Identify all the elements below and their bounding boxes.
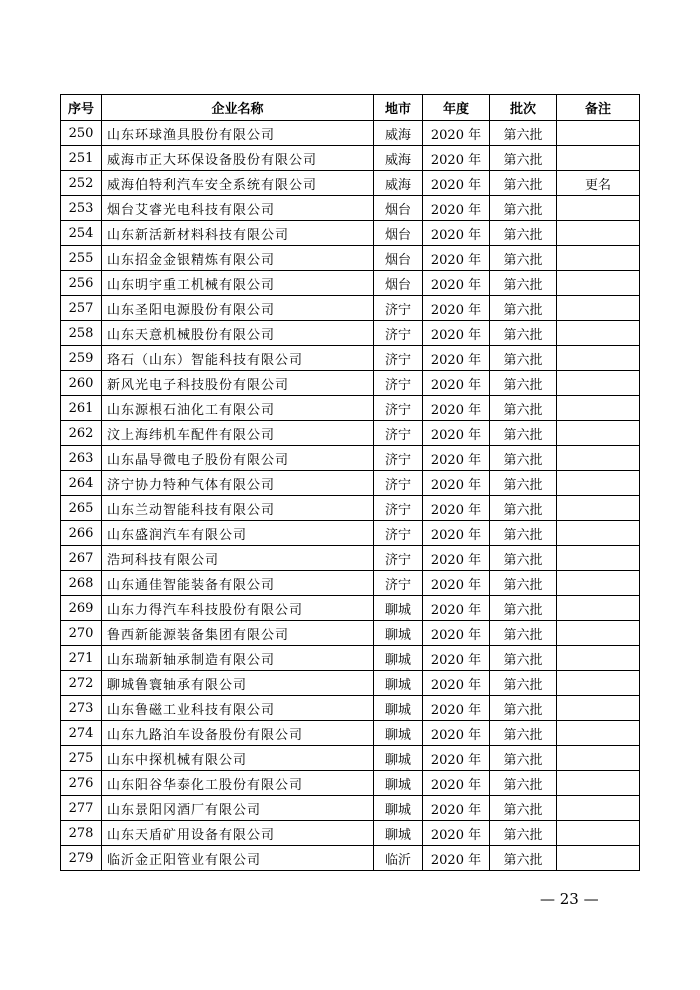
cell-serial-number: 278 (61, 821, 102, 846)
cell-city: 济宁 (374, 346, 423, 371)
cell-company-name: 山东景阳冈酒厂有限公司 (102, 796, 374, 821)
cell-serial-number: 250 (61, 121, 102, 146)
cell-year: 2020 年 (423, 846, 490, 871)
cell-serial-number: 260 (61, 371, 102, 396)
header-remarks: 备注 (557, 95, 640, 121)
cell-year: 2020 年 (423, 496, 490, 521)
cell-company-name: 山东环球渔具股份有限公司 (102, 121, 374, 146)
cell-batch: 第六批 (490, 771, 557, 796)
cell-batch: 第六批 (490, 246, 557, 271)
cell-batch: 第六批 (490, 396, 557, 421)
cell-year: 2020 年 (423, 321, 490, 346)
cell-batch: 第六批 (490, 421, 557, 446)
cell-company-name: 山东兰动智能科技有限公司 (102, 496, 374, 521)
cell-batch: 第六批 (490, 321, 557, 346)
table-row (61, 246, 640, 271)
cell-batch: 第六批 (490, 371, 557, 396)
cell-city: 济宁 (374, 521, 423, 546)
cell-city: 济宁 (374, 321, 423, 346)
cell-company-name: 威海伯特利汽车安全系统有限公司 (102, 171, 374, 196)
cell-year: 2020 年 (423, 446, 490, 471)
cell-city: 烟台 (374, 271, 423, 296)
cell-serial-number: 251 (61, 146, 102, 171)
cell-remarks (557, 321, 640, 346)
cell-year: 2020 年 (423, 796, 490, 821)
page-number: — 23 — (540, 890, 599, 908)
cell-company-name: 山东盛润汽车有限公司 (102, 521, 374, 546)
cell-company-name: 山东招金金银精炼有限公司 (102, 246, 374, 271)
header-city: 地市 (374, 95, 423, 121)
cell-serial-number: 277 (61, 796, 102, 821)
table-row (61, 371, 640, 396)
table-row (61, 221, 640, 246)
cell-year: 2020 年 (423, 596, 490, 621)
header-company-name: 企业名称 (102, 95, 374, 121)
cell-city: 聊城 (374, 621, 423, 646)
cell-batch: 第六批 (490, 821, 557, 846)
cell-city: 聊城 (374, 771, 423, 796)
cell-city: 聊城 (374, 721, 423, 746)
cell-serial-number: 262 (61, 421, 102, 446)
cell-company-name: 山东圣阳电源股份有限公司 (102, 296, 374, 321)
cell-serial-number: 267 (61, 546, 102, 571)
table-row (61, 446, 640, 471)
cell-city: 济宁 (374, 571, 423, 596)
cell-remarks (557, 646, 640, 671)
cell-remarks (557, 221, 640, 246)
cell-year: 2020 年 (423, 146, 490, 171)
cell-city: 济宁 (374, 446, 423, 471)
cell-year: 2020 年 (423, 771, 490, 796)
cell-city: 烟台 (374, 196, 423, 221)
cell-serial-number: 261 (61, 396, 102, 421)
cell-city: 济宁 (374, 396, 423, 421)
cell-remarks (557, 596, 640, 621)
cell-company-name: 山东晶导微电子股份有限公司 (102, 446, 374, 471)
table-row (61, 321, 640, 346)
cell-company-name: 山东源根石油化工有限公司 (102, 396, 374, 421)
cell-company-name: 新风光电子科技股份有限公司 (102, 371, 374, 396)
cell-batch: 第六批 (490, 796, 557, 821)
cell-remarks (557, 746, 640, 771)
cell-company-name: 山东瑞新轴承制造有限公司 (102, 646, 374, 671)
cell-serial-number: 266 (61, 521, 102, 546)
cell-remarks (557, 671, 640, 696)
table-row (61, 571, 640, 596)
table-row (61, 796, 640, 821)
cell-batch: 第六批 (490, 221, 557, 246)
cell-city: 济宁 (374, 496, 423, 521)
cell-batch: 第六批 (490, 196, 557, 221)
cell-serial-number: 273 (61, 696, 102, 721)
table-row (61, 671, 640, 696)
cell-city: 济宁 (374, 546, 423, 571)
cell-year: 2020 年 (423, 221, 490, 246)
cell-city: 聊城 (374, 646, 423, 671)
cell-city: 威海 (374, 146, 423, 171)
enterprise-table (60, 94, 640, 871)
cell-remarks (557, 796, 640, 821)
cell-city: 威海 (374, 171, 423, 196)
cell-remarks (557, 296, 640, 321)
cell-remarks (557, 196, 640, 221)
cell-serial-number: 259 (61, 346, 102, 371)
cell-serial-number: 257 (61, 296, 102, 321)
cell-batch: 第六批 (490, 521, 557, 546)
cell-batch: 第六批 (490, 496, 557, 521)
table-row (61, 771, 640, 796)
cell-serial-number: 272 (61, 671, 102, 696)
cell-remarks (557, 246, 640, 271)
cell-remarks (557, 371, 640, 396)
cell-city: 济宁 (374, 371, 423, 396)
cell-remarks (557, 121, 640, 146)
cell-year: 2020 年 (423, 621, 490, 646)
header-serial-number: 序号 (61, 95, 102, 121)
cell-city: 济宁 (374, 296, 423, 321)
cell-serial-number: 268 (61, 571, 102, 596)
cell-remarks (557, 696, 640, 721)
cell-company-name: 烟台艾睿光电科技有限公司 (102, 196, 374, 221)
cell-company-name: 威海市正大环保设备股份有限公司 (102, 146, 374, 171)
cell-city: 聊城 (374, 796, 423, 821)
table-body (61, 121, 640, 871)
cell-company-name: 鲁西新能源装备集团有限公司 (102, 621, 374, 646)
table-row (61, 421, 640, 446)
cell-batch: 第六批 (490, 571, 557, 596)
cell-remarks (557, 271, 640, 296)
cell-year: 2020 年 (423, 421, 490, 446)
cell-year: 2020 年 (423, 296, 490, 321)
table-row (61, 296, 640, 321)
cell-batch: 第六批 (490, 696, 557, 721)
cell-company-name: 山东中探机械有限公司 (102, 746, 374, 771)
cell-year: 2020 年 (423, 271, 490, 296)
cell-remarks (557, 621, 640, 646)
cell-serial-number: 271 (61, 646, 102, 671)
cell-year: 2020 年 (423, 671, 490, 696)
table-row (61, 596, 640, 621)
cell-company-name: 山东九路泊车设备股份有限公司 (102, 721, 374, 746)
cell-remarks (557, 396, 640, 421)
cell-remarks (557, 446, 640, 471)
cell-remarks (557, 771, 640, 796)
cell-city: 聊城 (374, 696, 423, 721)
cell-year: 2020 年 (423, 546, 490, 571)
table-row (61, 696, 640, 721)
cell-year: 2020 年 (423, 396, 490, 421)
cell-year: 2020 年 (423, 471, 490, 496)
cell-company-name: 山东天盾矿用设备有限公司 (102, 821, 374, 846)
cell-remarks (557, 146, 640, 171)
cell-serial-number: 252 (61, 171, 102, 196)
cell-city: 聊城 (374, 821, 423, 846)
cell-serial-number: 256 (61, 271, 102, 296)
cell-company-name: 山东阳谷华泰化工股份有限公司 (102, 771, 374, 796)
cell-year: 2020 年 (423, 346, 490, 371)
cell-batch: 第六批 (490, 446, 557, 471)
cell-city: 聊城 (374, 596, 423, 621)
cell-year: 2020 年 (423, 696, 490, 721)
cell-city: 聊城 (374, 746, 423, 771)
cell-batch: 第六批 (490, 471, 557, 496)
cell-city: 济宁 (374, 471, 423, 496)
table-row (61, 721, 640, 746)
cell-remarks (557, 421, 640, 446)
cell-serial-number: 265 (61, 496, 102, 521)
header-batch: 批次 (490, 95, 557, 121)
cell-city: 烟台 (374, 221, 423, 246)
cell-serial-number: 275 (61, 746, 102, 771)
cell-city: 济宁 (374, 421, 423, 446)
cell-batch: 第六批 (490, 846, 557, 871)
table-row (61, 646, 640, 671)
table-row (61, 471, 640, 496)
table-row (61, 271, 640, 296)
cell-company-name: 聊城鲁寰轴承有限公司 (102, 671, 374, 696)
cell-company-name: 珞石（山东）智能科技有限公司 (102, 346, 374, 371)
cell-remarks (557, 496, 640, 521)
cell-serial-number: 270 (61, 621, 102, 646)
cell-batch: 第六批 (490, 621, 557, 646)
cell-remarks (557, 521, 640, 546)
header-year: 年度 (423, 95, 490, 121)
cell-year: 2020 年 (423, 571, 490, 596)
table-row (61, 746, 640, 771)
cell-company-name: 济宁协力特种气体有限公司 (102, 471, 374, 496)
cell-remarks (557, 346, 640, 371)
table-row (61, 521, 640, 546)
table-row (61, 621, 640, 646)
cell-company-name: 山东天意机械股份有限公司 (102, 321, 374, 346)
cell-batch: 第六批 (490, 346, 557, 371)
table-header-row (61, 95, 640, 121)
cell-year: 2020 年 (423, 246, 490, 271)
table-row (61, 196, 640, 221)
cell-batch: 第六批 (490, 271, 557, 296)
cell-serial-number: 255 (61, 246, 102, 271)
cell-serial-number: 276 (61, 771, 102, 796)
cell-year: 2020 年 (423, 171, 490, 196)
cell-city: 烟台 (374, 246, 423, 271)
cell-city: 威海 (374, 121, 423, 146)
cell-batch: 第六批 (490, 121, 557, 146)
cell-batch: 第六批 (490, 146, 557, 171)
cell-year: 2020 年 (423, 196, 490, 221)
cell-company-name: 山东力得汽车科技股份有限公司 (102, 596, 374, 621)
cell-year: 2020 年 (423, 121, 490, 146)
cell-serial-number: 274 (61, 721, 102, 746)
table-row (61, 496, 640, 521)
cell-remarks: 更名 (557, 171, 640, 196)
cell-serial-number: 258 (61, 321, 102, 346)
cell-batch: 第六批 (490, 746, 557, 771)
cell-batch: 第六批 (490, 296, 557, 321)
cell-year: 2020 年 (423, 721, 490, 746)
cell-year: 2020 年 (423, 521, 490, 546)
cell-batch: 第六批 (490, 546, 557, 571)
cell-serial-number: 269 (61, 596, 102, 621)
cell-company-name: 浩珂科技有限公司 (102, 546, 374, 571)
cell-serial-number: 263 (61, 446, 102, 471)
table-row (61, 346, 640, 371)
cell-batch: 第六批 (490, 646, 557, 671)
cell-serial-number: 264 (61, 471, 102, 496)
cell-company-name: 临沂金正阳管业有限公司 (102, 846, 374, 871)
table-row (61, 846, 640, 871)
cell-batch: 第六批 (490, 671, 557, 696)
cell-year: 2020 年 (423, 821, 490, 846)
cell-remarks (557, 721, 640, 746)
cell-batch: 第六批 (490, 596, 557, 621)
cell-city: 聊城 (374, 671, 423, 696)
cell-company-name: 汶上海纬机车配件有限公司 (102, 421, 374, 446)
cell-remarks (557, 471, 640, 496)
cell-company-name: 山东鲁磁工业科技有限公司 (102, 696, 374, 721)
table-row (61, 821, 640, 846)
cell-remarks (557, 571, 640, 596)
cell-year: 2020 年 (423, 646, 490, 671)
cell-remarks (557, 546, 640, 571)
table-row (61, 396, 640, 421)
table-row (61, 171, 640, 196)
cell-company-name: 山东通佳智能装备有限公司 (102, 571, 374, 596)
table-row (61, 121, 640, 146)
cell-serial-number: 253 (61, 196, 102, 221)
cell-serial-number: 254 (61, 221, 102, 246)
cell-serial-number: 279 (61, 846, 102, 871)
cell-remarks (557, 821, 640, 846)
cell-year: 2020 年 (423, 746, 490, 771)
cell-year: 2020 年 (423, 371, 490, 396)
cell-company-name: 山东新活新材料科技有限公司 (102, 221, 374, 246)
cell-remarks (557, 846, 640, 871)
cell-batch: 第六批 (490, 721, 557, 746)
cell-city: 临沂 (374, 846, 423, 871)
table-row (61, 146, 640, 171)
cell-batch: 第六批 (490, 171, 557, 196)
table-row (61, 546, 640, 571)
cell-company-name: 山东明宇重工机械有限公司 (102, 271, 374, 296)
